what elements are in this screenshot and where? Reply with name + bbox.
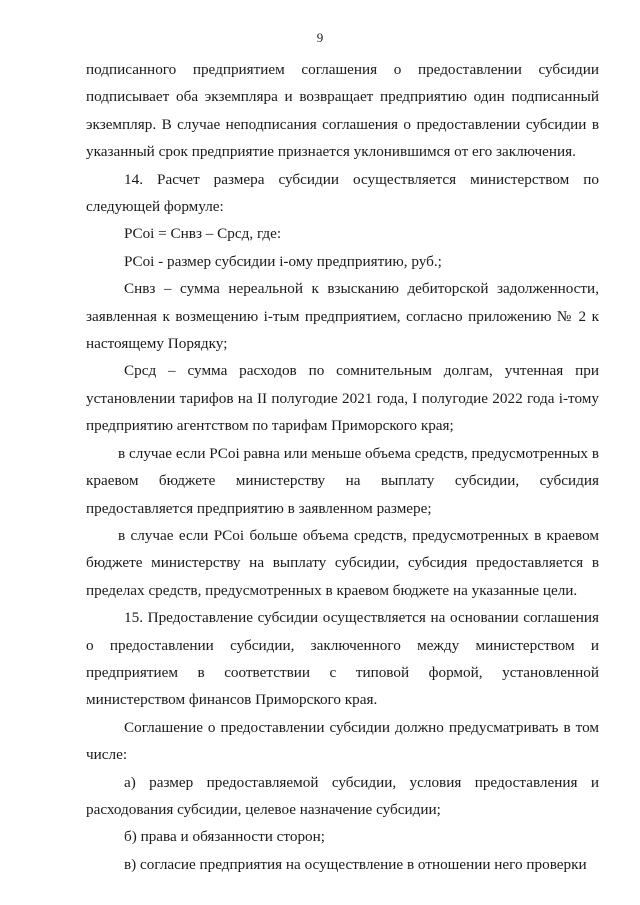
formula-definition-pcoi: PCoi - размер субсидии i-ому предприятию, руб.;	[124, 252, 442, 270]
document-body	[86, 56, 599, 878]
formula-line: PCoi = Снвз – Срсд, где:	[124, 225, 282, 243]
paragraph-continuation: подписанного предприятием соглашения о предоставлении субсидии подписывает оба экземпляра и возвращает предприятию один подписанный экземпляр. В случае неподписания соглашения о предоставлении субсидии в указанный срок предприятие признается уклонившимся от его заключения.	[86, 61, 599, 161]
paragraph-clause-15: 15. Предоставление субсидии осуществляется на основании соглашения о предоставлении субсидии, заключенного между министерством и предприятием в соответствии с типовой формой, установленной министерством финансов Приморского края.	[86, 609, 599, 709]
paragraph-case-more: в случае если PCoi больше объема средств, предусмотренных в краевом бюджете министерству на выплату субсидии, субсидия предоставляется в пределах средств, предусмотренных в краевом бюджете на указанные цели.	[86, 526, 599, 599]
list-item-a: а) размер предоставляемой субсидии, условия предоставления и расходования субсидии, целевое назначение субсидии;	[86, 773, 599, 818]
formula-definition-snvz: Снвз – сумма нереальной к взысканию дебиторской задолженности, заявленная к возмещению i-тым предприятием, согласно приложению № 2 к настоящему Порядку;	[86, 280, 599, 353]
list-item-b: б) права и обязанности сторон;	[124, 828, 325, 846]
formula-definition-srsd: Срсд – сумма расходов по сомнительным долгам, учтенная при установлении тарифов на II полугодие 2021 года, I полугодие 2022 года i-тому предприятию агентством по тарифам Приморского края;	[86, 362, 599, 435]
list-item-v: в) согласие предприятия на осуществление в отношении него проверки	[124, 855, 587, 873]
paragraph-clause-14: 14. Расчет размера субсидии осуществляется министерством по следующей формуле:	[86, 170, 599, 216]
page-number: 9	[316, 30, 324, 45]
paragraph-agreement: Соглашение о предоставлении субсидии должно предусматривать в том числе:	[86, 718, 599, 764]
paragraph-case-less: в случае если PCoi равна или меньше объема средств, предусмотренных в краевом бюджете министерству на выплату субсидии, субсидия предоставляется предприятию в заявленном размере;	[86, 444, 599, 517]
